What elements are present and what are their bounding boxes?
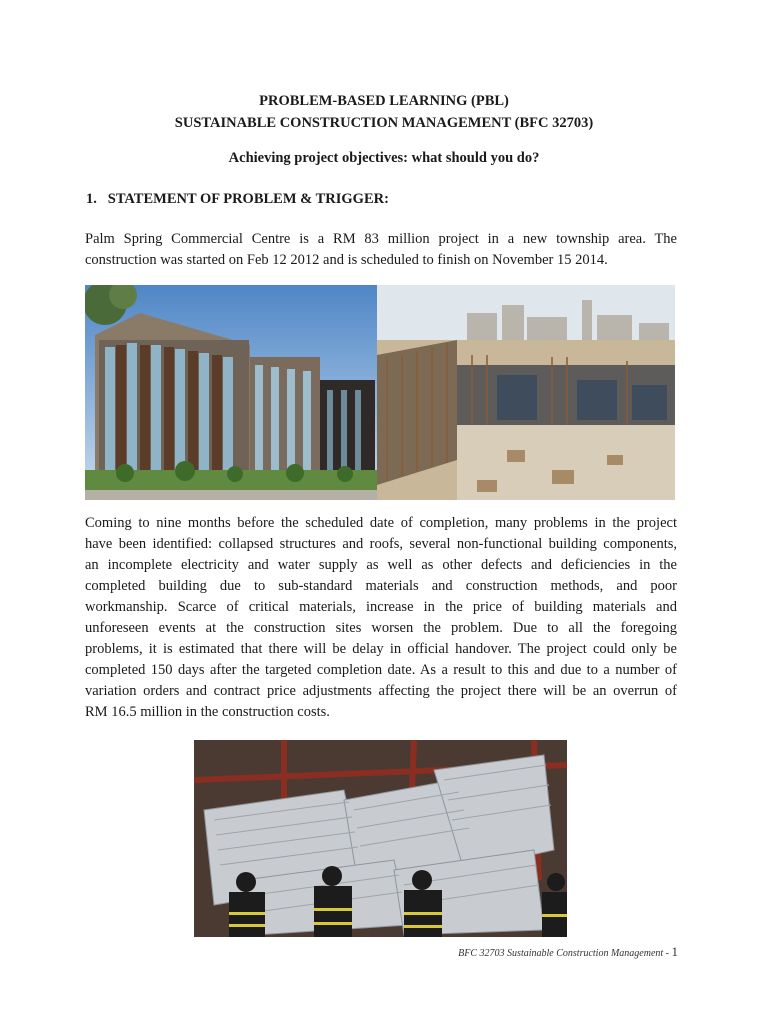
paragraph-line: construction was started on Feb 12 2012 and is scheduled to finish on November 15 2014. (85, 252, 608, 268)
section-heading: 1. STATEMENT OF PROBLEM & TRIGGER: (86, 191, 389, 207)
paragraph-line: problems, it is estimated that there will be delay in official handover. The project could only be (85, 641, 677, 657)
paragraph-line: variation orders and contract price adjustments affecting the project there will be an overrun of (85, 683, 677, 699)
page-footer (458, 944, 678, 960)
paragraph-line: Coming to nine months before the scheduled date of completion, many problems in the project (85, 515, 677, 531)
construction-site-image (377, 285, 675, 500)
paragraph-line: unforeseen events at the construction sites worsen the problem. Due to all the foregoing (85, 620, 677, 636)
footer-text: BFC 32703 Sustainable Construction Management - (458, 948, 672, 959)
header-line-1: PROBLEM-BASED LEARNING (PBL) (259, 93, 509, 109)
paragraph-line: workmanship. Scarce of critical materials, increase in the price of building materials and (85, 599, 677, 615)
paragraph-line: RM 16.5 million in the construction costs. (85, 704, 330, 720)
paragraph-line: have been identified: collapsed structures and roofs, several non-functional building components, (85, 536, 677, 552)
intro-paragraph (85, 229, 677, 271)
problem-paragraph (85, 513, 677, 723)
paragraph-line: Palm Spring Commercial Centre is a RM 83 million project in a new township area. The (85, 231, 677, 247)
building-rendering-image (85, 285, 377, 500)
paragraph-line: completed 150 days after the targeted completion date. As a result to this and due to a number of (85, 662, 677, 678)
paragraph-line: an incomplete electricity and water supply as well as other defects and deficiencies in the (85, 557, 677, 573)
document-subtitle: Achieving project objectives: what should you do? (228, 150, 540, 166)
header-line-2: SUSTAINABLE CONSTRUCTION MANAGEMENT (BFC 32703) (174, 115, 594, 131)
page-number: 1 (671, 944, 678, 959)
paragraph-line: completed building due to sub-standard materials and construction methods, and poor (85, 578, 677, 594)
collapsed-structure-image (194, 740, 567, 937)
